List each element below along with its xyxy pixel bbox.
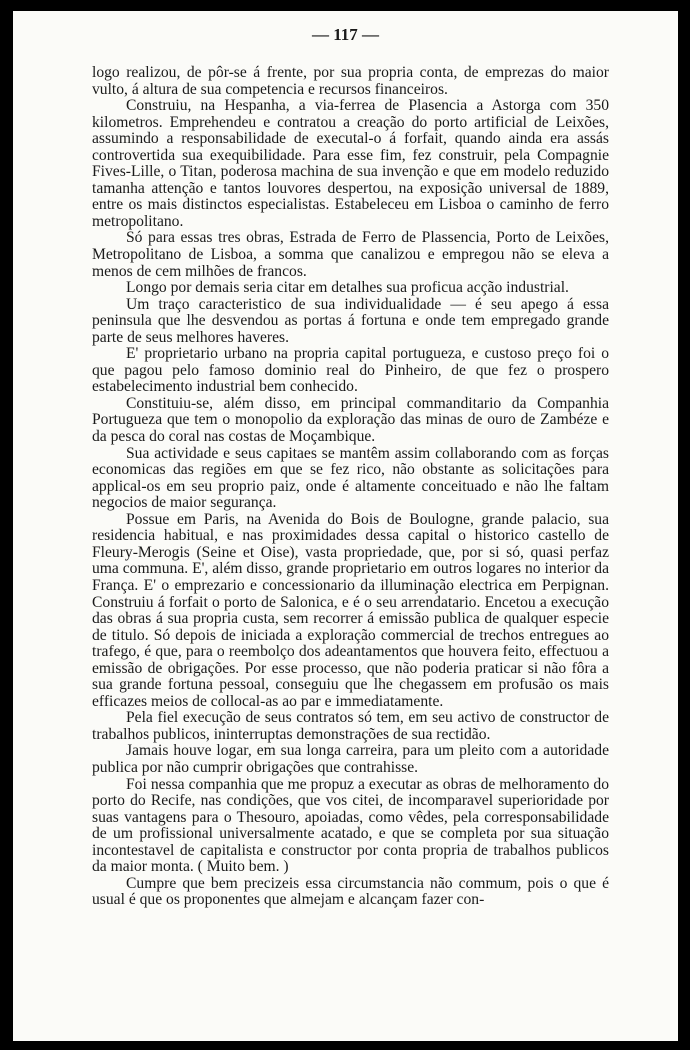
paragraph-12: Foi nessa companhia que me propuz a executar as obras de melhoramento do porto do Recife, nas condições, que vos citei, de incomparavel superioridade por suas vantagens para o Thesouro, apoiadas, como vêdes, pela corresponsabilidade de um profissional universalmente acatado, e que se completa por sua situação incontestavel de capitalista e constructor por conta propria de trabalhos publicos da maior monta. ( Muito bem. ) [92,775,609,876]
paragraph-11: Jamais houve logar, em sua longa carreira, para um pleito com a autoridade publica por não cumprir obrigações que contrahisse. [92,742,609,776]
paragraph-6: E' proprietario urbano na propria capital portugueza, e custoso preço foi o que pagou pelo famoso dominio real do Pinheiro, de que fez o prospero estabelecimento industrial bem conhecido. [92,345,609,396]
paragraph-2: Construiu, na Hespanha, a via-ferrea de Plasencia a Astorga com 350 kilometros. Emprehendeu e contratou a creação do porto artificial de Leixões, assumindo a responsabilidade de executal-o á forfait, quando ainda era assás controvertida sua exequibilidade. Para esse fim, fez construir, pela Compagnie Fives-Lille, o Titan, poderosa machina de sua invenção e que em modelo reduzido tamanha attenção e tantos louvores despertou, na exposição universal de 1889, entre os mais distinctos especialistas. Estabeleceu em Lisboa o caminho de ferro metropolitano. [92,97,609,230]
paragraph-3: Só para essas tres obras, Estrada de Ferro de Plassencia, Porto de Leixões, Metropolitano de Lisboa, a somma que canalizou e empregou não se eleva a menos de cem milhões de francos. [92,229,609,280]
paragraph-9: Possue em Paris, na Avenida do Bois de Boulogne, grande palacio, sua residencia habitual, e nas proximidades dessa capital o historico castello de Fleury-Merogis (Seine et Oise), vasta propriedade, que, por si só, quasi perfaz uma communa. E', além disso, grande proprietario em outros logares no interior da França. E' o emprezario e concessionario da illuminação electrica em Perpignan. Construiu á forfait o porto de Salonica, e é o seu arrendatario. Encetou a execução das obras á sua propria custa, sem recorrer á emissão publica de qualquer especie de titulo. Só depois de iniciada a exploração commercial de trechos entregues ao trafego, é que, para o reembolço dos adeantamentos que houvera feito, effectuou a emissão de obrigações. Por esse processo, que não poderia praticar si não fôra a sua grande fortuna pessoal, conseguiu que lhe chegassem em profusão os mais efficazes meios de collocal-as ao par e immediatamente. [92,510,609,710]
paragraph-5: Um traço caracteristico de sua individualidade — é seu apego á essa peninsula que lhe desvendou as portas á fortuna e onde tem empregado grande parte de seus melhores haveres. [92,295,609,346]
paragraph-7: Constituiu-se, além disso, em principal commanditario da Companhia Portugueza que tem o monopolio da exploração das minas de ouro de Zambéze e da pesca do coral nas costas de Moçambique. [92,394,609,446]
paragraph-8: Sua actividade e seus capitaes se mantêm assim collaborando com as forças economicas das regiões em que se fez rico, não obstante as solicitações para applical-os em seu proprio paiz, onde é altamente conceituado e não lhe faltam negocios de maior segurança. [92,444,609,512]
paragraph-1: logo realizou, de pôr-se á frente, por sua propria conta, de emprezas do maior vulto, á altura de sua competencia e recursos financeiros. [92,64,609,98]
paragraph-13: Cumpre que bem precizeis essa circumstancia não commum, pois o que é usual é que os proponentes que almejam e alcançam fazer con- [92,874,609,909]
body-text [92,65,609,909]
paragraph-10: Pela fiel execução de seus contratos só tem, em seu activo de constructor de trabalhos publicos, ininterruptas demonstrações de sua rectidão. [92,709,609,743]
paragraph-4: Longo por demais seria citar em detalhes sua proficua acção industrial. [126,279,569,297]
page-number: — 117 — [311,25,380,44]
document-page [13,11,678,1041]
